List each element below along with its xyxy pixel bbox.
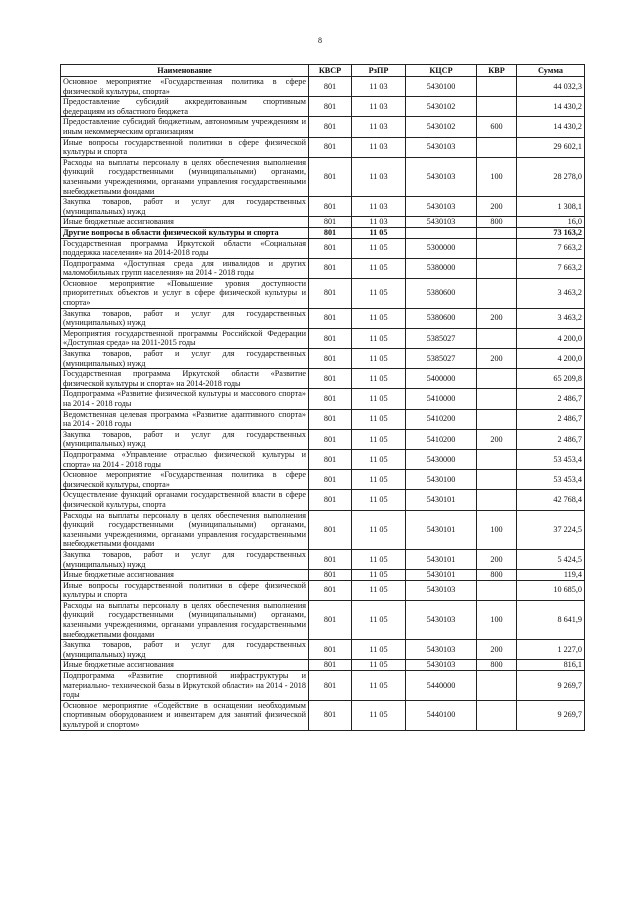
- cell-sum: 4 200,0: [517, 349, 585, 369]
- table-row: [61, 238, 585, 258]
- cell-kcsr: 5430103: [406, 600, 477, 639]
- cell-sum: 9 269,7: [517, 671, 585, 701]
- cell-rzpr: 11 03: [352, 77, 406, 97]
- cell-name: Подпрограмма «Доступная среда для инвалидов и других маломобильных групп населения» на 2014 - 2018 годы: [61, 258, 309, 278]
- cell-kvr: [477, 238, 517, 258]
- cell-kvsr: 801: [309, 97, 352, 117]
- cell-kvsr: 801: [309, 197, 352, 217]
- cell-name: Подпрограмма «Развитие спортивной инфраструктуры и материально- технической базы в Иркутской области» на 2014 - 2018 годы: [61, 671, 309, 701]
- cell-name: Расходы на выплаты персоналу в целях обеспечения выполнения функций государственными (муниципальными) органами, казенными учреждениями, органами управления государственными внебюджетными фондами: [61, 510, 309, 549]
- table-row: [61, 660, 585, 671]
- table-row: [61, 580, 585, 600]
- cell-kvsr: 801: [309, 157, 352, 196]
- cell-kcsr: 5385027: [406, 349, 477, 369]
- cell-name: Основное мероприятие «Повышение уровня доступности приоритетных объектов и услуг в сфере физической культуры и спорта»: [61, 278, 309, 308]
- page-number: 8: [318, 36, 322, 45]
- cell-kvr: 600: [477, 117, 517, 137]
- table-row: [61, 349, 585, 369]
- table-row: [61, 157, 585, 196]
- cell-kvr: [477, 671, 517, 701]
- cell-kvsr: 801: [309, 700, 352, 730]
- cell-rzpr: 11 03: [352, 157, 406, 196]
- table-row: [61, 510, 585, 549]
- table-row: [61, 429, 585, 449]
- cell-kvsr: 801: [309, 308, 352, 328]
- cell-rzpr: 11 05: [352, 409, 406, 429]
- cell-kvr: 800: [477, 217, 517, 228]
- cell-sum: 16,0: [517, 217, 585, 228]
- cell-sum: 2 486,7: [517, 409, 585, 429]
- table-row: [61, 97, 585, 117]
- table-row: [61, 77, 585, 97]
- table-row: [61, 389, 585, 409]
- cell-name: Подпрограмма «Управление отраслью физической культуры и спорта» на 2014 - 2018 годы: [61, 449, 309, 469]
- cell-sum: 37 224,5: [517, 510, 585, 549]
- cell-name: Предоставление субсидий бюджетным, автономным учреждениям и иным некоммерческим организациям: [61, 117, 309, 137]
- cell-name: Закупка товаров, работ и услуг для государственных (муниципальных) нужд: [61, 640, 309, 660]
- cell-name: Государственная программа Иркутской области «Развитие физической культуры и спорта» на 2014-2018 годы: [61, 369, 309, 389]
- cell-kvsr: 801: [309, 77, 352, 97]
- cell-kcsr: 5430100: [406, 470, 477, 490]
- cell-kcsr: 5430103: [406, 157, 477, 196]
- cell-sum: 3 463,2: [517, 308, 585, 328]
- cell-kvsr: 801: [309, 671, 352, 701]
- cell-name: Закупка товаров, работ и услуг для государственных (муниципальных) нужд: [61, 349, 309, 369]
- cell-kvr: [477, 389, 517, 409]
- cell-kvr: 200: [477, 640, 517, 660]
- cell-kvsr: 801: [309, 409, 352, 429]
- cell-kvr: [477, 278, 517, 308]
- table-row: [61, 328, 585, 348]
- cell-name: Основное мероприятие «Государственная политика в сфере физической культуры, спорта»: [61, 77, 309, 97]
- cell-kvr: [477, 449, 517, 469]
- cell-kcsr: 5430100: [406, 77, 477, 97]
- cell-rzpr: 11 05: [352, 510, 406, 549]
- cell-rzpr: 11 05: [352, 328, 406, 348]
- cell-sum: 44 032,3: [517, 77, 585, 97]
- cell-kvsr: 801: [309, 510, 352, 549]
- cell-kvr: 200: [477, 549, 517, 569]
- cell-name: Расходы на выплаты персоналу в целях обеспечения выполнения функций государственными (муниципальными) органами, казенными учреждениями, органами управления государственными внебюджетными фондами: [61, 157, 309, 196]
- cell-sum: 65 209,8: [517, 369, 585, 389]
- cell-kvsr: 801: [309, 549, 352, 569]
- cell-sum: 53 453,4: [517, 470, 585, 490]
- cell-rzpr: 11 05: [352, 449, 406, 469]
- cell-sum: 8 641,9: [517, 600, 585, 639]
- table-header-row: [61, 65, 585, 77]
- cell-kcsr: 5430103: [406, 217, 477, 228]
- cell-rzpr: 11 05: [352, 580, 406, 600]
- cell-kvr: [477, 580, 517, 600]
- cell-kvsr: 801: [309, 137, 352, 157]
- cell-kvr: [477, 490, 517, 510]
- cell-kvsr: 801: [309, 238, 352, 258]
- cell-kvsr: 801: [309, 640, 352, 660]
- cell-name: Закупка товаров, работ и услуг для государственных (муниципальных) нужд: [61, 197, 309, 217]
- cell-kvsr: 801: [309, 470, 352, 490]
- table-body: [61, 77, 585, 731]
- cell-kvr: [477, 328, 517, 348]
- column-header-name: Наименование: [61, 65, 309, 77]
- cell-sum: 42 768,4: [517, 490, 585, 510]
- cell-kvr: 200: [477, 308, 517, 328]
- cell-name: Закупка товаров, работ и услуг для государственных (муниципальных) нужд: [61, 308, 309, 328]
- cell-kcsr: 5440000: [406, 671, 477, 701]
- cell-sum: 7 663,2: [517, 238, 585, 258]
- cell-sum: 119,4: [517, 570, 585, 581]
- cell-sum: 1 308,1: [517, 197, 585, 217]
- cell-kvr: 100: [477, 157, 517, 196]
- cell-kcsr: [406, 227, 477, 238]
- cell-sum: 9 269,7: [517, 700, 585, 730]
- cell-kvsr: 801: [309, 349, 352, 369]
- cell-name: Основное мероприятие «Государственная политика в сфере физической культуры, спорта»: [61, 470, 309, 490]
- cell-kcsr: 5430000: [406, 449, 477, 469]
- cell-sum: 816,1: [517, 660, 585, 671]
- table-row: [61, 549, 585, 569]
- cell-sum: 1 227,0: [517, 640, 585, 660]
- table-row: [61, 671, 585, 701]
- cell-sum: 10 685,0: [517, 580, 585, 600]
- cell-kcsr: 5430101: [406, 570, 477, 581]
- cell-rzpr: 11 05: [352, 429, 406, 449]
- table-row: [61, 278, 585, 308]
- cell-kvsr: 801: [309, 117, 352, 137]
- cell-sum: 29 602,1: [517, 137, 585, 157]
- cell-name: Предоставление субсидий аккредитованным спортивным федерациям из областного бюджета: [61, 97, 309, 117]
- cell-kvsr: 801: [309, 278, 352, 308]
- cell-rzpr: 11 03: [352, 197, 406, 217]
- cell-kvsr: 801: [309, 369, 352, 389]
- column-header-sum: Сумма: [517, 65, 585, 77]
- cell-rzpr: 11 05: [352, 349, 406, 369]
- cell-kvsr: 801: [309, 429, 352, 449]
- cell-kvr: [477, 258, 517, 278]
- cell-rzpr: 11 05: [352, 369, 406, 389]
- cell-rzpr: 11 05: [352, 278, 406, 308]
- cell-name: Другие вопросы в области физической культуры и спорта: [61, 227, 309, 238]
- cell-kcsr: 5430102: [406, 97, 477, 117]
- table-row: [61, 490, 585, 510]
- cell-sum: 2 486,7: [517, 429, 585, 449]
- cell-kcsr: 5430103: [406, 660, 477, 671]
- cell-sum: 14 430,2: [517, 117, 585, 137]
- cell-sum: 2 486,7: [517, 389, 585, 409]
- table-row: [61, 197, 585, 217]
- cell-rzpr: 11 03: [352, 117, 406, 137]
- cell-kcsr: 5385027: [406, 328, 477, 348]
- cell-kvr: [477, 97, 517, 117]
- cell-rzpr: 11 05: [352, 700, 406, 730]
- table-row: [61, 700, 585, 730]
- cell-rzpr: 11 05: [352, 600, 406, 639]
- cell-kcsr: 5440100: [406, 700, 477, 730]
- cell-name: Основное мероприятие «Содействие в оснащении необходимым спортивным оборудованием и инвентарем для занятий физической культурой и спортом»: [61, 700, 309, 730]
- cell-kvsr: 801: [309, 258, 352, 278]
- table-row: [61, 369, 585, 389]
- cell-kcsr: 5430102: [406, 117, 477, 137]
- cell-kcsr: 5380600: [406, 278, 477, 308]
- cell-kcsr: 5430101: [406, 549, 477, 569]
- cell-name: Государственная программа Иркутской области «Социальная поддержка населения» на 2014-2018 годы: [61, 238, 309, 258]
- cell-kcsr: 5410000: [406, 389, 477, 409]
- cell-kcsr: 5400000: [406, 369, 477, 389]
- column-header-kvr: КВР: [477, 65, 517, 77]
- cell-kcsr: 5430103: [406, 640, 477, 660]
- cell-kvr: 100: [477, 510, 517, 549]
- cell-kcsr: 5410200: [406, 429, 477, 449]
- cell-sum: 73 163,2: [517, 227, 585, 238]
- cell-sum: 53 453,4: [517, 449, 585, 469]
- cell-rzpr: 11 05: [352, 640, 406, 660]
- cell-rzpr: 11 05: [352, 470, 406, 490]
- cell-kvr: [477, 227, 517, 238]
- cell-name: Мероприятия государственной программы Российской Федерации «Доступная среда» на 2011-2015 годы: [61, 328, 309, 348]
- cell-kcsr: 5430101: [406, 490, 477, 510]
- cell-kvr: 200: [477, 197, 517, 217]
- cell-kvr: 200: [477, 429, 517, 449]
- cell-rzpr: 11 03: [352, 137, 406, 157]
- cell-sum: 3 463,2: [517, 278, 585, 308]
- cell-kcsr: 5380600: [406, 308, 477, 328]
- cell-name: Иные бюджетные ассигнования: [61, 217, 309, 228]
- table-row: [61, 258, 585, 278]
- cell-rzpr: 11 03: [352, 97, 406, 117]
- cell-kvsr: 801: [309, 217, 352, 228]
- cell-sum: 4 200,0: [517, 328, 585, 348]
- cell-kvsr: 801: [309, 580, 352, 600]
- cell-sum: 5 424,5: [517, 549, 585, 569]
- table-row: [61, 470, 585, 490]
- cell-kvr: 800: [477, 660, 517, 671]
- cell-kvsr: 801: [309, 449, 352, 469]
- table-row: [61, 117, 585, 137]
- cell-kvsr: 801: [309, 328, 352, 348]
- cell-name: Расходы на выплаты персоналу в целях обеспечения выполнения функций государственными (муниципальными) органами, казенными учреждениями, органами управления государственными внебюджетными фондами: [61, 600, 309, 639]
- cell-kvr: 200: [477, 349, 517, 369]
- table-row: [61, 640, 585, 660]
- cell-kvr: [477, 700, 517, 730]
- cell-rzpr: 11 05: [352, 308, 406, 328]
- cell-rzpr: 11 05: [352, 258, 406, 278]
- cell-rzpr: 11 05: [352, 549, 406, 569]
- column-header-kvsr: КВСР: [309, 65, 352, 77]
- cell-name: Ведомственная целевая программа «Развитие адаптивного спорта» на 2014 - 2018 годы: [61, 409, 309, 429]
- cell-name: Иные бюджетные ассигнования: [61, 660, 309, 671]
- column-header-kcsr: КЦСР: [406, 65, 477, 77]
- table-row: [61, 409, 585, 429]
- cell-rzpr: 11 05: [352, 660, 406, 671]
- table-row: [61, 600, 585, 639]
- cell-name: Осуществление функций органами государственной власти в сфере физической культуры, спорта: [61, 490, 309, 510]
- cell-kvr: 100: [477, 600, 517, 639]
- cell-name: Закупка товаров, работ и услуг для государственных (муниципальных) нужд: [61, 549, 309, 569]
- cell-kvr: [477, 137, 517, 157]
- cell-kvsr: 801: [309, 570, 352, 581]
- cell-kvsr: 801: [309, 389, 352, 409]
- cell-kcsr: 5430103: [406, 137, 477, 157]
- budget-table: [60, 64, 585, 731]
- table-row: [61, 449, 585, 469]
- cell-name: Закупка товаров, работ и услуг для государственных (муниципальных) нужд: [61, 429, 309, 449]
- cell-kcsr: 5430101: [406, 510, 477, 549]
- table-row: [61, 137, 585, 157]
- table-row: [61, 570, 585, 581]
- cell-sum: 14 430,2: [517, 97, 585, 117]
- cell-rzpr: 11 05: [352, 490, 406, 510]
- cell-kvsr: 801: [309, 600, 352, 639]
- cell-rzpr: 11 05: [352, 570, 406, 581]
- cell-kvsr: 801: [309, 660, 352, 671]
- cell-name: Иные вопросы государственной политики в сфере физической культуры и спорта: [61, 580, 309, 600]
- column-header-rzpr: РзПР: [352, 65, 406, 77]
- cell-rzpr: 11 05: [352, 389, 406, 409]
- cell-rzpr: 11 05: [352, 238, 406, 258]
- table-row: [61, 308, 585, 328]
- cell-kvr: [477, 409, 517, 429]
- cell-kvsr: 801: [309, 490, 352, 510]
- cell-kcsr: 5380000: [406, 258, 477, 278]
- cell-kvr: [477, 470, 517, 490]
- cell-kvr: [477, 77, 517, 97]
- table-row: [61, 227, 585, 238]
- cell-kcsr: 5300000: [406, 238, 477, 258]
- cell-kcsr: 5410200: [406, 409, 477, 429]
- cell-kvr: [477, 369, 517, 389]
- cell-rzpr: 11 03: [352, 217, 406, 228]
- cell-name: Иные бюджетные ассигнования: [61, 570, 309, 581]
- cell-rzpr: 11 05: [352, 227, 406, 238]
- cell-kvr: 800: [477, 570, 517, 581]
- cell-kcsr: 5430103: [406, 580, 477, 600]
- table-row: [61, 217, 585, 228]
- cell-sum: 7 663,2: [517, 258, 585, 278]
- cell-kcsr: 5430103: [406, 197, 477, 217]
- cell-kvsr: 801: [309, 227, 352, 238]
- cell-sum: 28 278,0: [517, 157, 585, 196]
- cell-name: Подпрограмма «Развитие физической культуры и массового спорта» на 2014 - 2018 годы: [61, 389, 309, 409]
- cell-rzpr: 11 05: [352, 671, 406, 701]
- cell-name: Иные вопросы государственной политики в сфере физической культуры и спорта: [61, 137, 309, 157]
